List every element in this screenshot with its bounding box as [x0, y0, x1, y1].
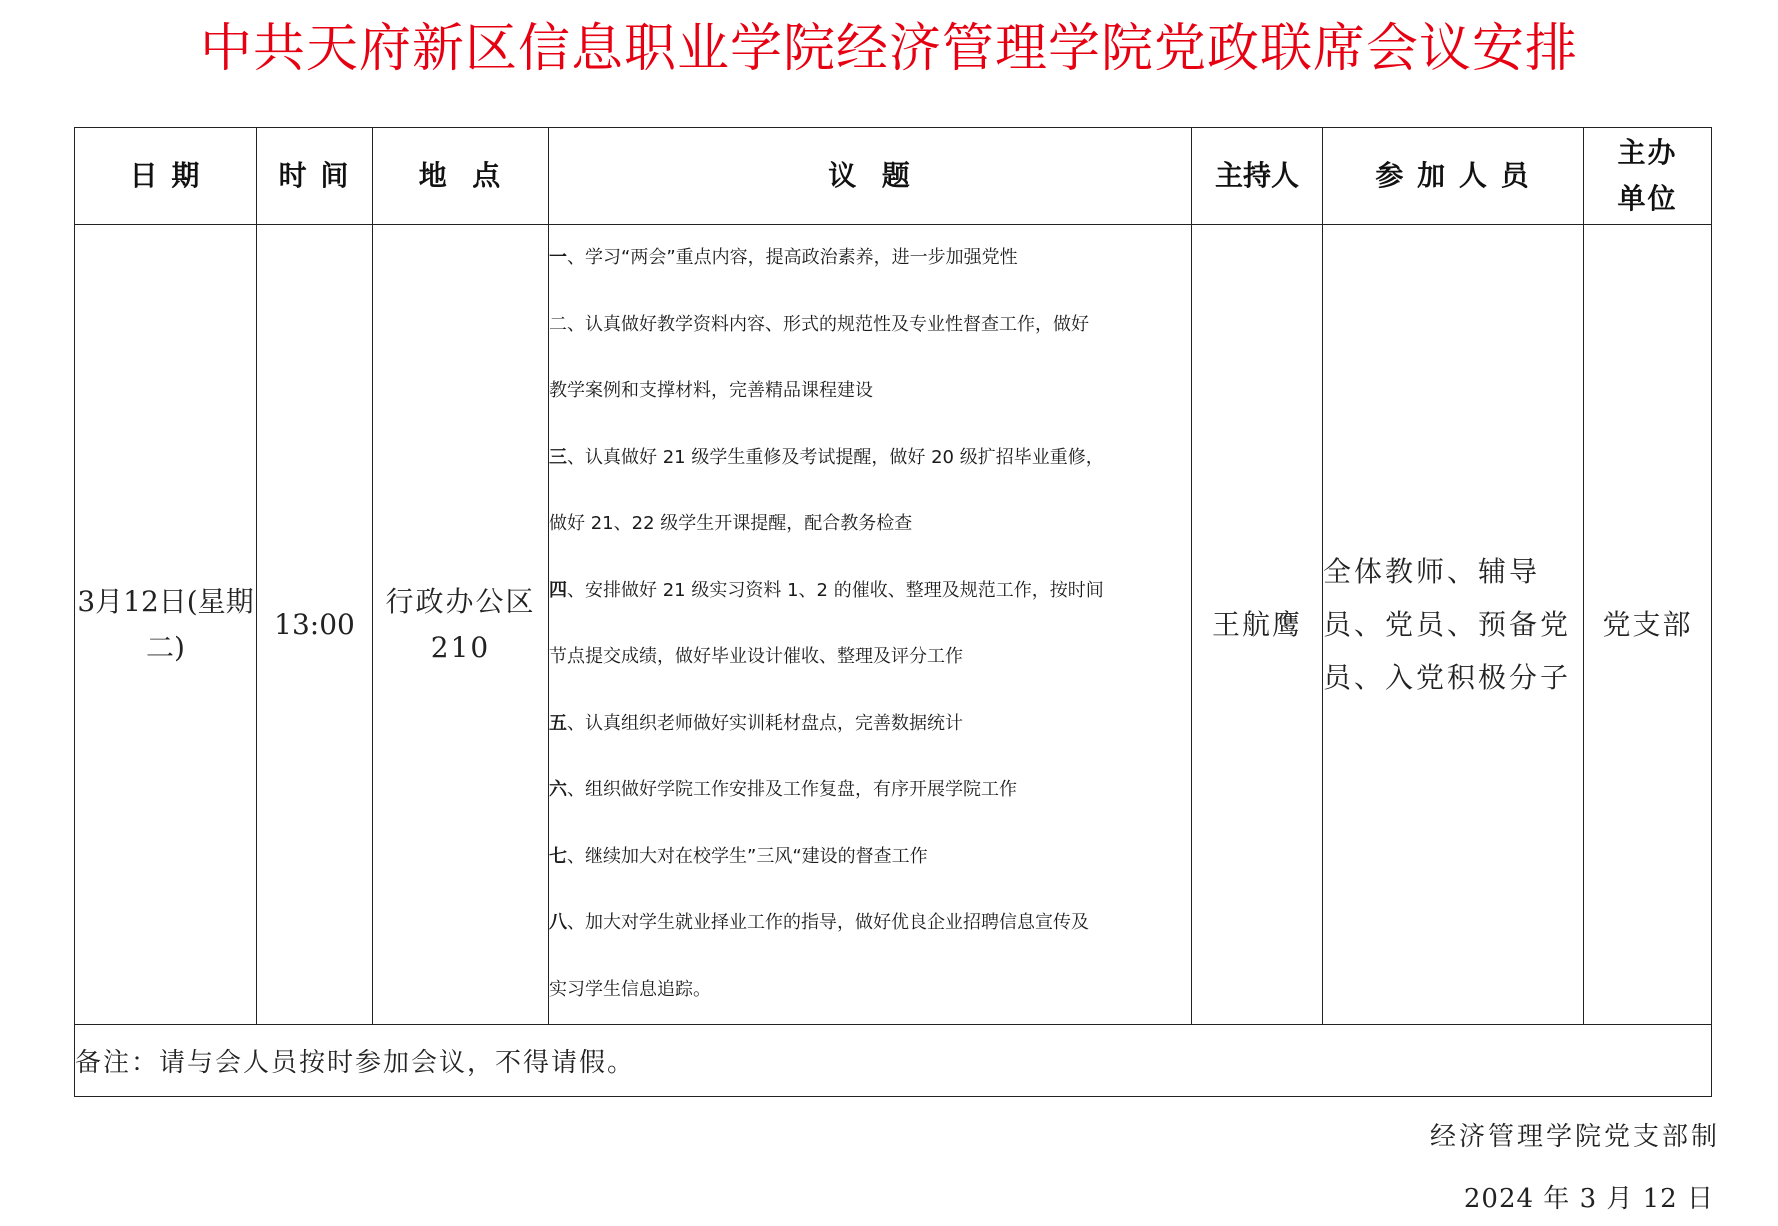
topic-line: [549, 358, 1191, 425]
topic-line: [549, 757, 1191, 824]
header-location: 地 点: [373, 128, 549, 225]
cell-organizer: 党支部: [1584, 225, 1712, 1025]
table-row: [75, 225, 1712, 1025]
topic-line: [549, 225, 1191, 292]
topic-text: 节点提交成绩，做好毕业设计催收、整理及评分工作: [549, 646, 963, 667]
topic-text: 做好 21、22 级学生开课提醒，配合教务检查: [549, 513, 913, 534]
header-organizer: [1584, 128, 1712, 225]
cell-host: 王航鹰: [1192, 225, 1323, 1025]
cell-attendees: 全体教师、辅导员、党员、预备党员、入党积极分子: [1323, 225, 1584, 1025]
topic-number: 八: [549, 912, 567, 933]
header-date: 日 期: [75, 128, 257, 225]
topic-line: [549, 957, 1191, 1024]
topic-line: [549, 824, 1191, 891]
topic-text: 、认真组织老师做好实训耗材盘点，完善数据统计: [567, 712, 963, 734]
note-row: [75, 1025, 1712, 1097]
header-time: 时 间: [257, 128, 373, 225]
topic-line: [549, 292, 1191, 359]
header-topics: 议 题: [549, 128, 1192, 225]
meeting-schedule-table: [74, 127, 1712, 1097]
header-attendees: 参 加 人 员: [1323, 128, 1584, 225]
topic-text: 、加大对学生就业择业工作的指导，做好优良企业招聘信息宣传及: [567, 912, 1089, 933]
topic-number: 三: [549, 446, 567, 468]
topic-line: [549, 425, 1191, 492]
topic-line: [549, 491, 1191, 558]
topic-text: 二、认真做好教学资料内容、形式的规范性及专业性督查工作，做好: [549, 313, 1089, 335]
topic-number: 一: [549, 247, 567, 268]
topic-number: 七: [549, 845, 567, 867]
topic-text: 、组织做好学院工作安排及工作复盘，有序开展学院工作: [567, 779, 1017, 800]
topic-text: 、学习“两会”重点内容，提高政治素养，进一步加强党性: [567, 247, 1018, 268]
topic-text: 实习学生信息追踪。: [549, 978, 711, 1000]
cell-time: 13:00: [257, 225, 373, 1025]
header-organizer-label: 主办单位: [1617, 136, 1678, 215]
topic-number: 四: [549, 579, 567, 601]
table-header-row: [75, 128, 1712, 225]
signature-date: 2024 年 3 月 12 日: [1463, 1184, 1714, 1214]
header-host: 主持人: [1192, 128, 1323, 225]
topic-line: [549, 624, 1191, 691]
topic-text: 、继续加大对在校学生”三风“建设的督查工作: [567, 845, 928, 867]
cell-location: 行政办公区210: [373, 225, 549, 1025]
topic-number: 六: [549, 779, 567, 800]
cell-topics: [549, 225, 1192, 1025]
note-text: 备注：请与会人员按时参加会议，不得请假。: [75, 1025, 1712, 1097]
topic-line: [549, 691, 1191, 758]
topic-text: 、认真做好 21 级学生重修及考试提醒，做好 20 级扩招毕业重修，: [567, 446, 1104, 468]
topic-line: [549, 558, 1191, 625]
topic-list: [549, 225, 1191, 1023]
topic-text: 、安排做好 21 级实习资料 1、2 的催收、整理及规范工作，按时间: [567, 579, 1104, 601]
topic-number: 五: [549, 712, 567, 734]
signature-organization: 经济管理学院党支部制: [1429, 1122, 1720, 1152]
topic-text: 教学案例和支撑材料，完善精品课程建设: [549, 380, 873, 401]
topic-line: [549, 890, 1191, 957]
cell-date: 3月12日(星期二): [75, 225, 257, 1025]
document-title: 中共天府新区信息职业学院经济管理学院党政联席会议安排: [199, 19, 1578, 79]
